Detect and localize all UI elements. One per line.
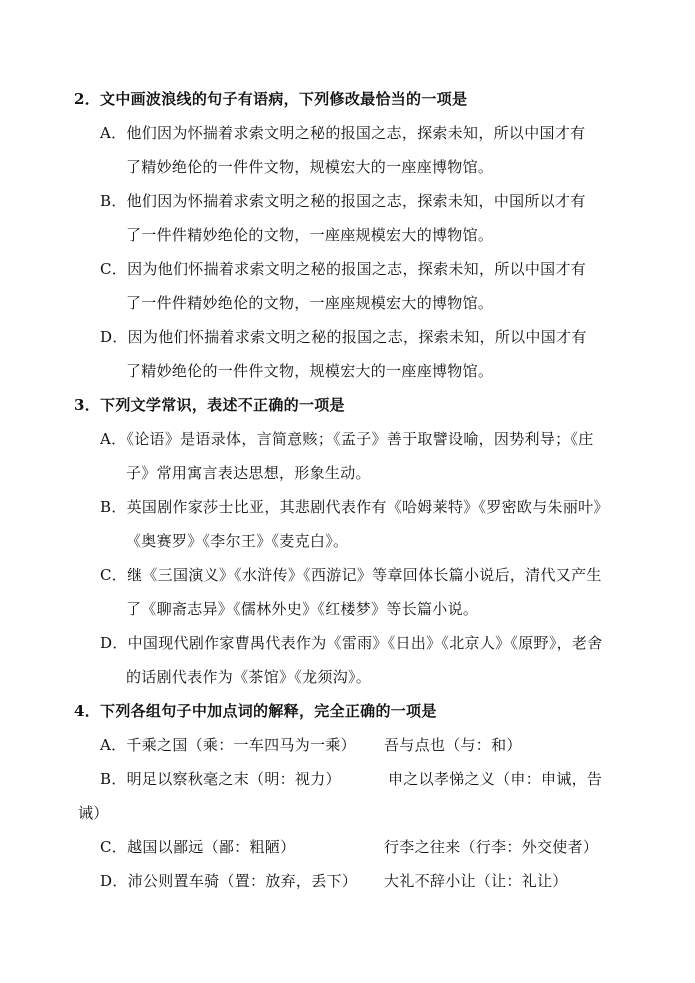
q3-option-d-line2: 的话剧代表作为《茶馆》《龙须沟》。: [126, 668, 372, 686]
q4-option-b: [100, 769, 660, 789]
q2-option-d-line1: D．因为他们怀揣着求索文明之秘的报国之志，探索未知，所以中国才有: [100, 328, 587, 346]
q4-option-b-continuation: 诫）: [78, 804, 109, 822]
q4-option-b-left: B．明足以察秋毫之末（明：视力）: [100, 770, 341, 788]
q2-option-b-line2: 了一件件精妙绝伦的文物，一座座规模宏大的博物馆。: [126, 226, 494, 244]
q3-option-b-line1: B．英国剧作家莎士比亚，其悲剧代表作有《哈姆莱特》《罗密欧与朱丽叶》: [100, 498, 609, 516]
q3-option-a-line1: A．《论语》是语录体，言简意赅；《孟子》善于取譬设喻，因势利导；《庄: [100, 430, 594, 448]
question-2-stem: 2．文中画波浪线的句子有语病，下列修改最恰当的一项是: [74, 90, 468, 108]
q3-option-c-line2: 了《聊斋志异》《儒林外史》《红楼梦》等长篇小说。: [126, 600, 479, 618]
q4-option-b-right: 申之以孝悌之义（申：申诫，告: [388, 770, 603, 788]
q2-option-b-line1: B．他们因为怀揣着求索文明之秘的报国之志，探索未知，中国所以才有: [100, 192, 586, 210]
q4-option-a-right: 吾与点也（与：和）: [384, 736, 522, 754]
q3-option-a-line2: 子》常用寓言表达思想，形象生动。: [126, 464, 371, 482]
q4-option-a: [100, 735, 660, 755]
q2-option-a-line2: 了精妙绝伦的一件件文物，规模宏大的一座座博物馆。: [126, 158, 494, 176]
q4-option-d: [100, 871, 660, 891]
q4-option-c-right: 行李之往来（行李：外交使者）: [384, 838, 599, 856]
question-3-stem: 3．下列文学常识，表述不正确的一项是: [74, 396, 345, 414]
q4-option-d-left: D．沛公则置车骑（置：放弃，丢下）: [100, 872, 358, 890]
q4-option-c: [100, 837, 660, 857]
q3-option-c-line1: C．继《三国演义》《水浒传》《西游记》等章回体长篇小说后，清代又产生: [100, 566, 602, 584]
q2-option-a-line1: A．他们因为怀揣着求索文明之秘的报国之志，探索未知，所以中国才有: [100, 124, 586, 142]
q2-option-c-line2: 了一件件精妙绝伦的文物，一座座规模宏大的博物馆。: [126, 294, 494, 312]
q2-option-d-line2: 了精妙绝伦的一件件文物，规模宏大的一座座博物馆。: [126, 362, 494, 380]
question-4-stem: 4．下列各组句子中加点词的解释，完全正确的一项是: [74, 702, 437, 720]
q4-option-d-right: 大礼不辞小让（让：礼让）: [384, 872, 568, 890]
q2-option-c-line1: C．因为他们怀揣着求索文明之秘的报国之志，探索未知，所以中国才有: [100, 260, 587, 278]
q3-option-b-line2: 《奥赛罗》《李尔王》《麦克白》。: [126, 532, 349, 550]
q4-option-a-left: A．千乘之国（乘：一车四马为一乘）: [100, 736, 356, 754]
q4-option-c-left: C．越国以鄙远（鄙：粗陋）: [100, 838, 296, 856]
q3-option-d-line1: D．中国现代剧作家曹禺代表作为《雷雨》《日出》《北京人》《原野》，老舍: [100, 634, 603, 652]
